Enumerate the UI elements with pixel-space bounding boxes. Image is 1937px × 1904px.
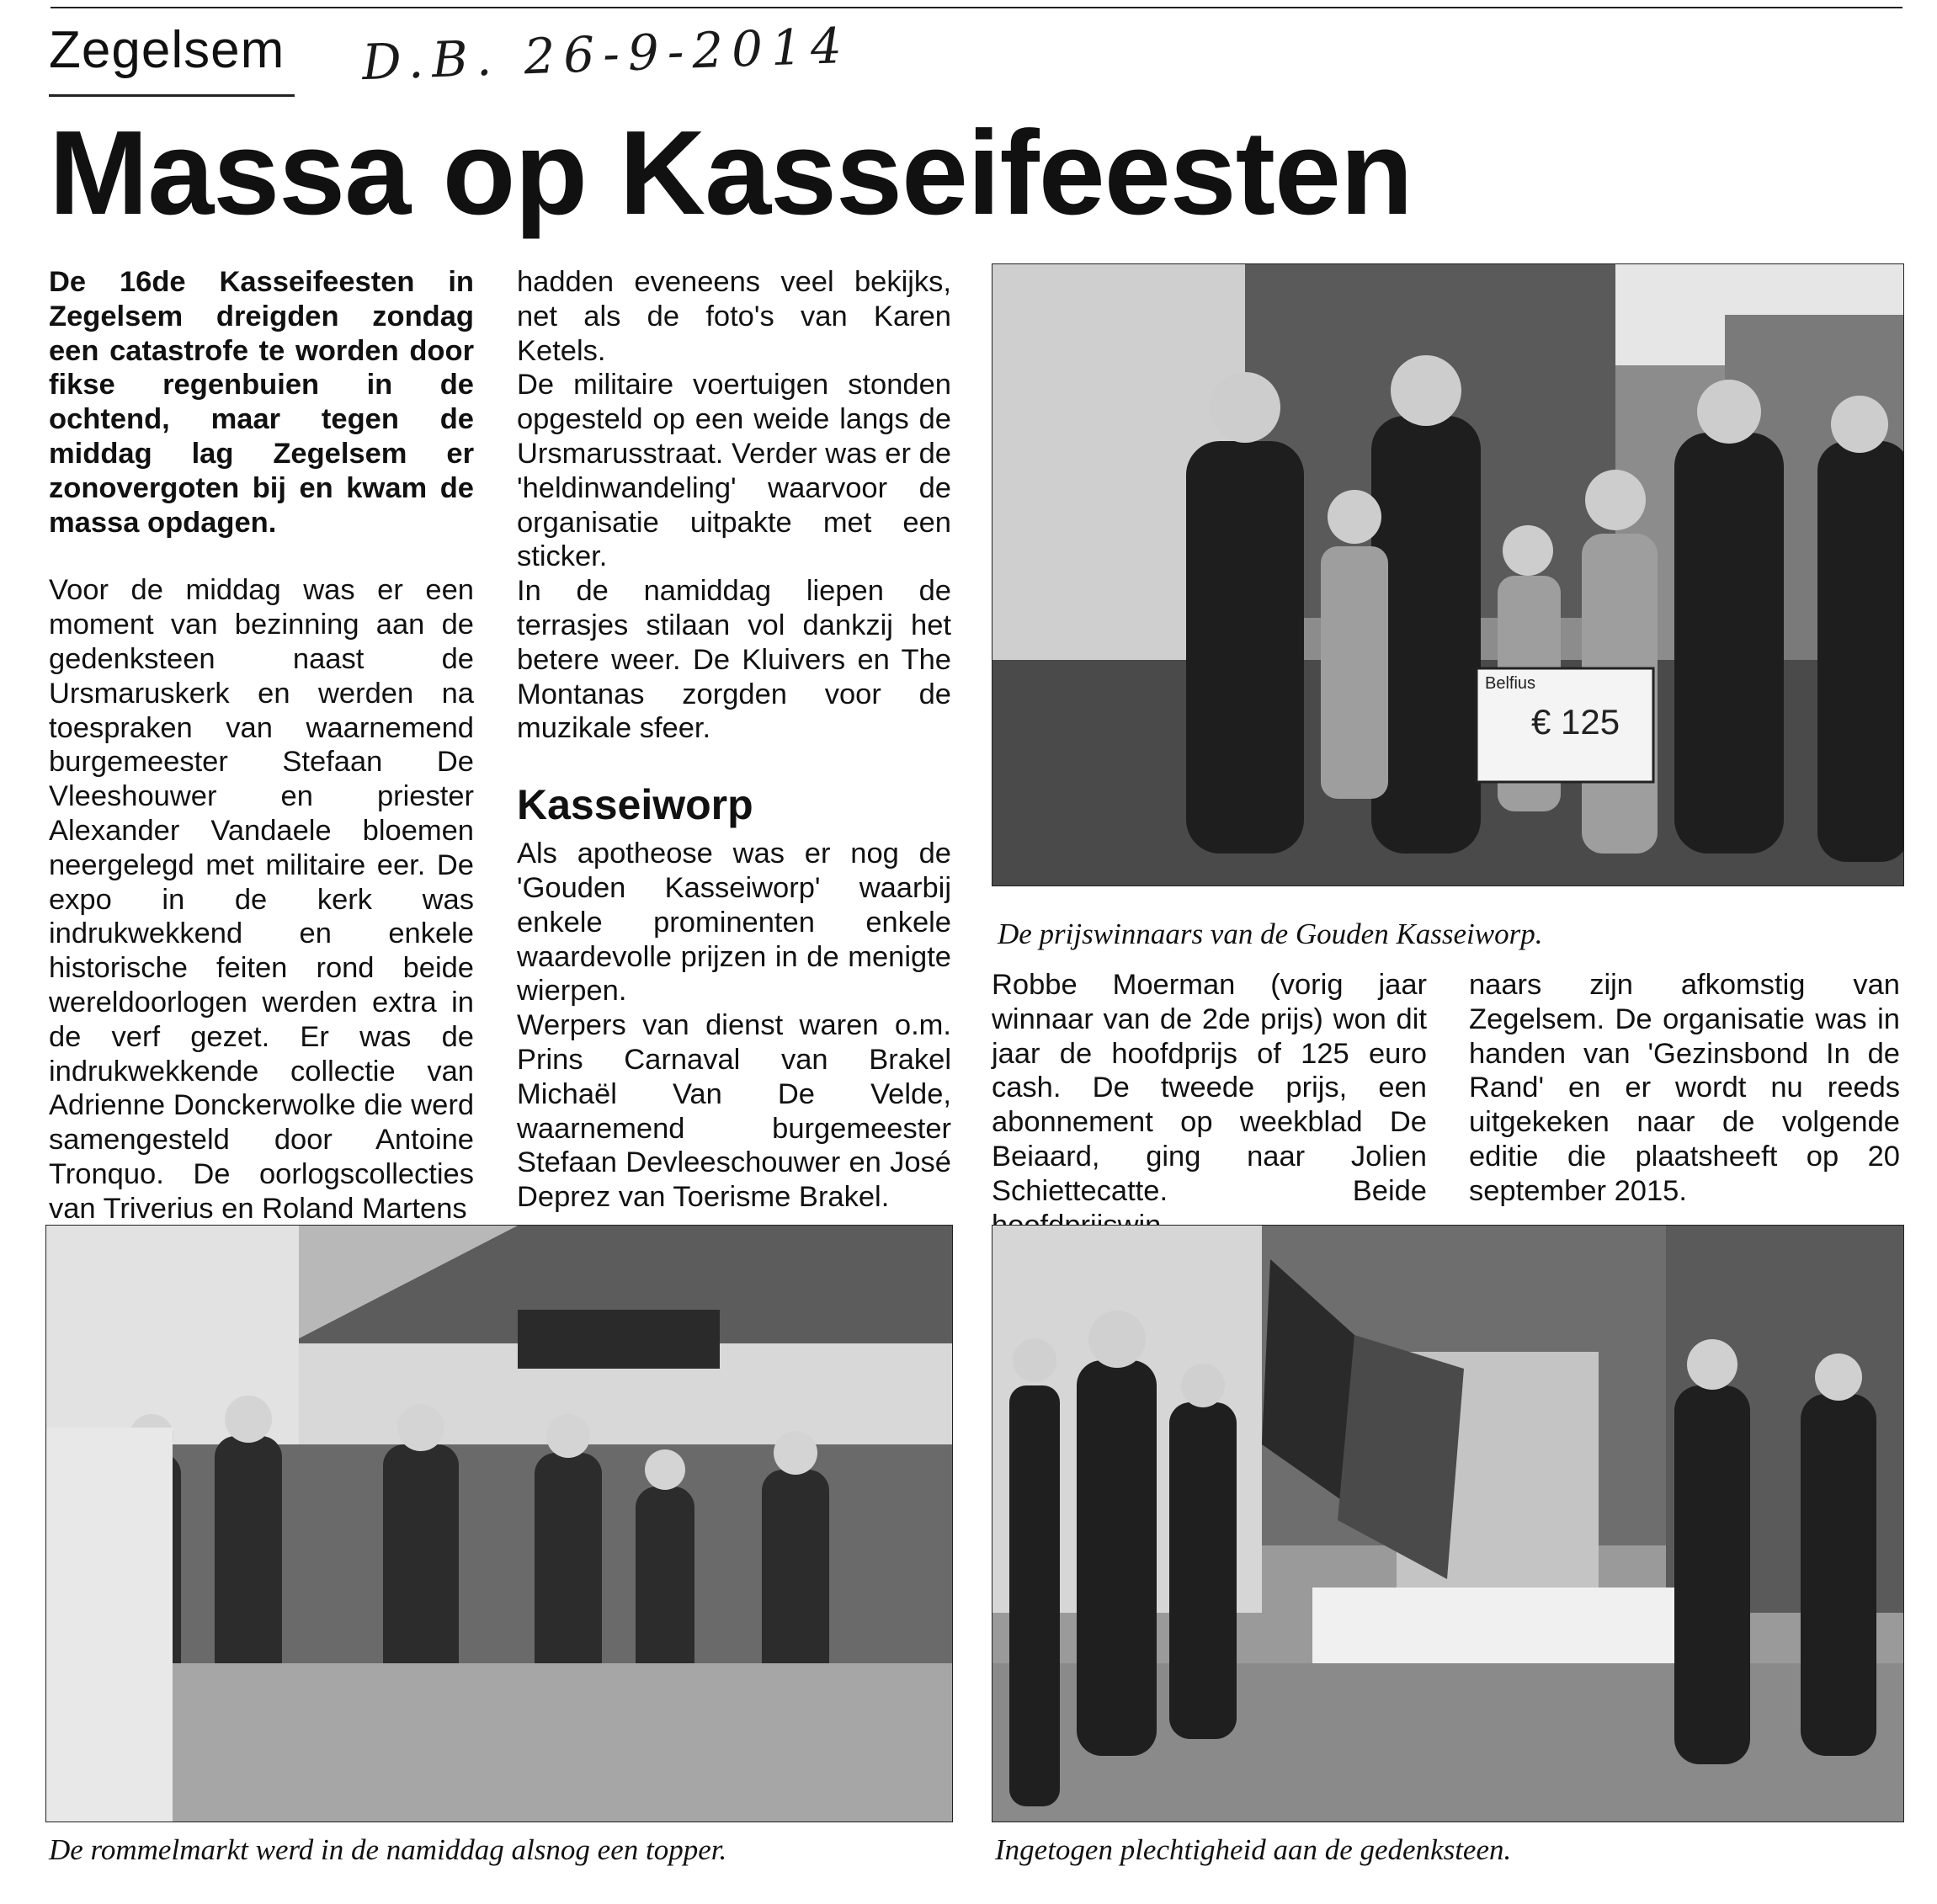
body-paragraph: naars zijn afkomstig van Zegelsem. De organisatie was in handen van 'Gezinsbond In de Rand' en er wordt nu reeds uitgekeken naar de volgende editie die plaatsheeft op 20 september 2015.	[1469, 969, 1900, 1207]
body-paragraph: Werpers van dienst waren o.m. Prins Carnaval van Brakel Michaël Van De Velde, waarnemend burgemeester Stefaan Devleeschouwer en José Deprez van Toerisme Brakel.	[517, 1009, 951, 1214]
article-column-4	[1469, 968, 1900, 1251]
body-paragraph: hadden eveneens veel bekijks, net als de foto's van Karen Ketels.	[517, 266, 951, 367]
section-underline	[49, 94, 295, 97]
winners-photo-scene	[992, 264, 1903, 886]
body-paragraph: Als apotheose was er nog de 'Gouden Kasseiworp' waarbij enkele prominenten enkele waardevolle prijzen in de menigte wierpen.	[517, 838, 951, 1008]
article-column-1	[49, 265, 474, 1226]
body-paragraph: Robbe Moerman (vorig jaar winnaar van de 2de prijs) won dit jaar de hoofdprijs of 125 euro cash. De tweede prijs, een abonnement op weekblad De Beiaard, ging naar Jolien Schiettecatte. Beide	[992, 969, 1427, 1207]
photo-caption: Ingetogen plechtigheid aan de gedenksteen.	[995, 1833, 1512, 1866]
article-column-2	[517, 265, 951, 1215]
handwritten-date-note: D.B. 26-9-2014	[360, 16, 851, 92]
subheading: Kasseiworp	[517, 781, 753, 829]
photo-caption: De prijswinnaars van de Gouden Kasseiworp.	[998, 917, 1543, 950]
body-paragraph: In de namiddag liepen de terrasjes stilaan vol dankzij het betere weer. De Kluivers en The Montanas zorgden voor de muzikale sfeer.	[517, 575, 951, 745]
top-rule	[51, 7, 1902, 8]
flea-market-scene	[46, 1226, 952, 1822]
memorial-ceremony-photo	[992, 1225, 1904, 1822]
body-paragraph: De militaire voertuigen stonden opgesteld op een weide langs de Ursmarusstraat. Verder was er de 'heldinwandeling' waarvoor de organisatie uitpakte met een sticker.	[517, 369, 951, 573]
flea-market-photo	[45, 1225, 953, 1822]
article-column-3	[992, 968, 1427, 1242]
lead-paragraph: De 16de Kasseifeesten in Zegelsem dreigden zondag een catastrofe te worden door fikse regenbuien in de ochtend, maar tegen de middag lag Zegelsem er zonovergoten bij en kwam de massa opdagen.	[49, 266, 474, 539]
winners-photo	[992, 263, 1904, 886]
memorial-ceremony-scene	[992, 1226, 1903, 1822]
body-paragraph: Voor de middag was er een moment van bezinning aan de gedenksteen naast de Ursmaruskerk en werden na toespraken van waarnemend burgemeester Stefaan De Vleeshouwer en priester Alexander Vandaele bloemen neergelegd met militaire eer. De expo in de kerk was indrukwekkend en enkele historische feiten rond beide wereldoorlogen werden extra in de verf gezet. Er was de indrukwekkende collectie van Adrienne Donckerwolke die werd samengesteld door Antoine Tronquo. De oorlogscollecties van Triverius en Roland Martens	[49, 574, 474, 1225]
cheque-amount: € 125	[1531, 702, 1620, 742]
cheque-brand: Belfius	[1485, 674, 1536, 693]
section-label: Zegelsem	[49, 21, 285, 79]
photo-caption: De rommelmarkt werd in de namiddag alsnog een topper.	[49, 1833, 727, 1866]
headline: Massa op Kasseifeesten	[49, 106, 1413, 240]
